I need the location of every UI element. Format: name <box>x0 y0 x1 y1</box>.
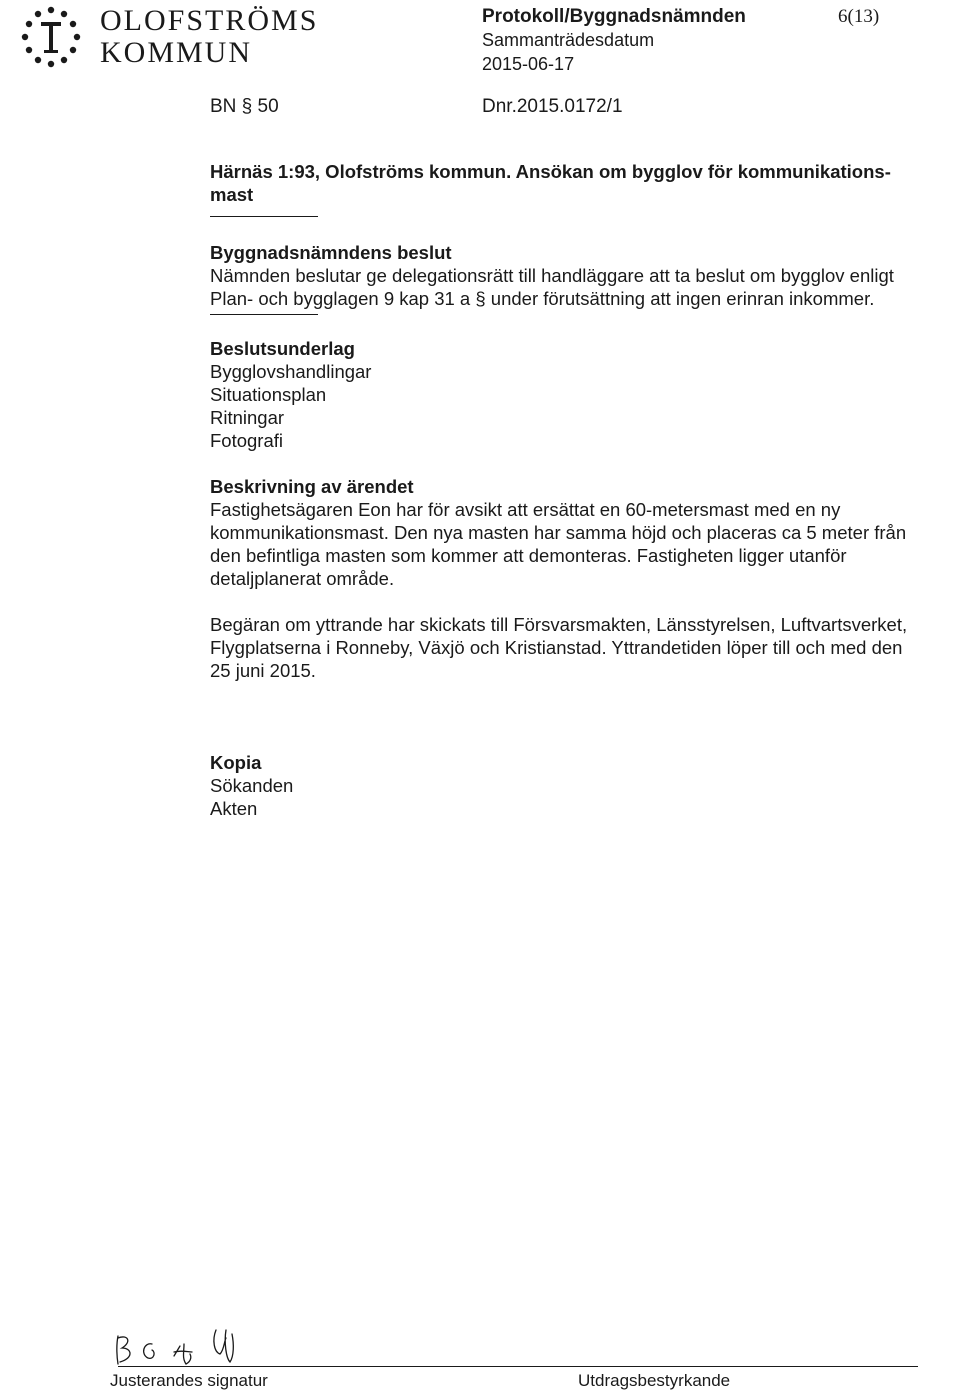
page-number: 6(13) <box>838 6 880 27</box>
logo-text-line2: KOMMUN <box>100 36 253 69</box>
signature-label: Justerandes signatur <box>110 1371 268 1390</box>
paragraph-reference: BN § 50 <box>210 96 279 117</box>
meeting-date: 2015-06-17 <box>482 54 575 74</box>
description-line: detaljplanerat område. <box>210 568 395 589</box>
decision-heading: Byggnadsnämndens beslut <box>210 242 452 263</box>
document-title: Protokoll/Byggnadsnämnden <box>482 6 746 27</box>
document-body <box>210 160 958 820</box>
decision-text-line1: Nämnden beslutar ge delegationsrätt till handläggare att ta beslut om bygglov enligt <box>210 265 894 286</box>
copy-recipient: Sökanden <box>210 775 294 796</box>
description-line: kommunikationsmast. Den nya masten har samma höjd och placeras ca 5 meter från <box>210 522 907 543</box>
description-heading: Beskrivning av ärendet <box>210 476 414 497</box>
basis-heading: Beslutsunderlag <box>210 338 355 359</box>
case-heading-line1: Härnäs 1:93, Olofströms kommun. Ansökan om bygglov för kommunikations- <box>210 161 891 182</box>
basis-item: Situationsplan <box>210 384 327 405</box>
basis-item: Fotografi <box>210 430 284 451</box>
footer-divider <box>118 1366 918 1367</box>
description-line: Flygplatserna i Ronneby, Växjö och Kristianstad. Yttrandetiden löper till och med den <box>210 637 903 658</box>
certification-label: Utdragsbestyrkande <box>578 1371 731 1390</box>
description-line: 25 juni 2015. <box>210 660 316 681</box>
logo-text-line1: OLOFSTRÖMS <box>100 4 319 37</box>
description-line: den befintliga masten som kommer att demonteras. Fastigheten ligger utanför <box>210 545 847 566</box>
diary-number: Dnr.2015.0172/1 <box>482 96 623 117</box>
handwritten-signature <box>108 1318 268 1368</box>
description-line: Begäran om yttrande har skickats till Försvarsmakten, Länsstyrelsen, Luftvartsverket, <box>210 614 908 635</box>
decision-text-line2: Plan- och bygglagen 9 kap 31 a § under förutsättning att ingen erinran inkommer. <box>210 288 875 309</box>
case-heading-line2: mast <box>210 184 254 205</box>
basis-item: Bygglovshandlingar <box>210 361 372 382</box>
copy-heading: Kopia <box>210 752 262 773</box>
meeting-date-label: Sammanträdesdatum <box>482 30 655 50</box>
basis-item: Ritningar <box>210 407 285 428</box>
copy-recipient: Akten <box>210 798 258 819</box>
logo-emblem-icon <box>8 4 94 74</box>
municipality-logo <box>8 4 388 74</box>
description-line: Fastighetsägaren Eon har för avsikt att ersättat en 60-metersmast med en ny <box>210 499 841 520</box>
